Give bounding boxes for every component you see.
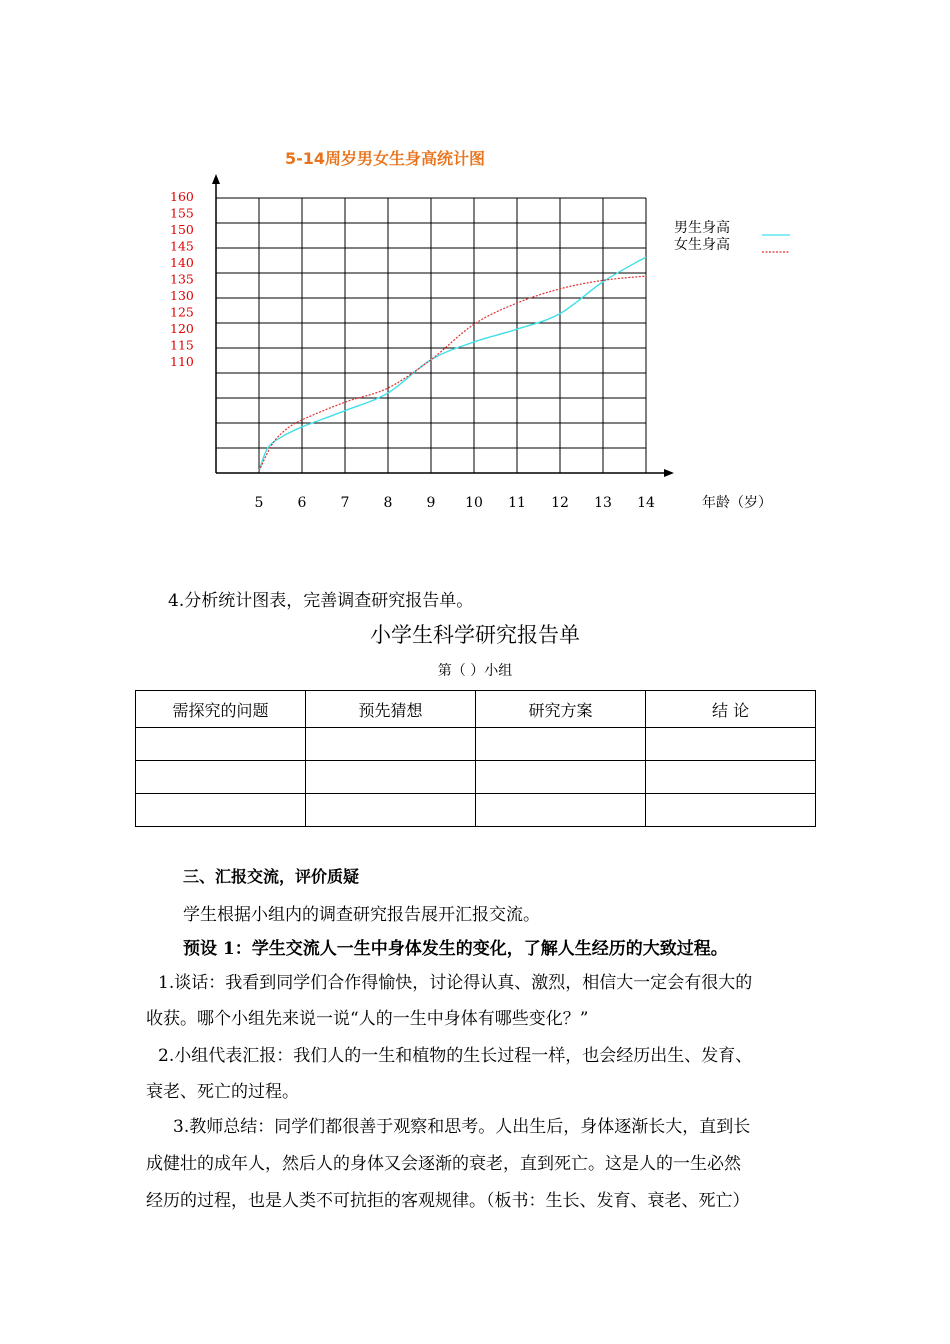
table-cell[interactable]: [646, 794, 816, 827]
y-tick-label: 125: [170, 304, 194, 320]
y-tick-label: 110: [170, 354, 194, 369]
table-cell[interactable]: [136, 761, 306, 794]
y-tick-label: 140: [170, 255, 194, 270]
header-plan: 研究方案: [476, 691, 646, 728]
table-row: [136, 761, 816, 794]
x-tick-label: 14: [637, 495, 655, 511]
table-cell[interactable]: [136, 728, 306, 761]
table-cell[interactable]: [306, 728, 476, 761]
y-tick-label: 150: [170, 222, 194, 237]
table-cell[interactable]: [646, 728, 816, 761]
report-title: 小学生科学研究报告单: [370, 623, 580, 647]
header-question: 需探究的问题: [136, 691, 306, 728]
legend-label: 男生身高: [674, 220, 730, 236]
x-axis-arrow: [664, 469, 674, 477]
paragraph: 收获。哪个小组先来说一说“人的一生中身体有哪些变化？”: [146, 1009, 589, 1029]
y-tick-label: 145: [170, 238, 194, 254]
intro-text: 4.分析统计图表，完善调查研究报告单。: [168, 591, 474, 611]
x-tick-label: 6: [297, 495, 307, 511]
table-cell[interactable]: [646, 761, 816, 794]
paragraph: 1.谈话：我看到同学们合作得愉快，讨论得认真、激烈，相信大一定会有很大的: [158, 973, 753, 993]
header-conclusion: 结 论: [646, 691, 816, 728]
table-row: [136, 728, 816, 761]
y-tick-label: 135: [170, 271, 194, 287]
table-cell[interactable]: [476, 761, 646, 794]
preset-text: 预设 1：学生交流人一生中身体发生的变化，了解人生经历的大致过程。: [183, 939, 728, 959]
x-tick-label: 5: [254, 495, 264, 511]
chart-title: 5-14周岁男女生身高统计图: [285, 149, 486, 168]
y-tick-label: 130: [170, 288, 194, 303]
report-table: [135, 690, 816, 827]
series-line-boys: [259, 257, 646, 471]
table-cell[interactable]: [136, 794, 306, 827]
table-header-row: [136, 691, 816, 728]
legend-label: 女生身高: [674, 237, 730, 253]
x-tick-label: 12: [551, 495, 569, 511]
x-tick-label: 8: [383, 495, 393, 511]
height-chart: [0, 0, 950, 540]
paragraph: 衰老、死亡的过程。: [146, 1082, 299, 1102]
paragraph: 2.小组代表汇报：我们人的一生和植物的生长过程一样，也会经历出生、发育、: [158, 1046, 753, 1066]
table-cell[interactable]: [306, 794, 476, 827]
paragraph: 3.教师总结：同学们都很善于观察和思考。人出生后，身体逐渐长大，直到长: [173, 1117, 751, 1137]
x-tick-label: 7: [340, 495, 350, 511]
report-subtitle: 第（ ）小组: [437, 663, 513, 679]
y-tick-label: 115: [170, 337, 194, 353]
header-guess: 预先猜想: [306, 691, 476, 728]
x-tick-label: 13: [594, 495, 612, 511]
y-tick-label: 120: [170, 321, 194, 336]
y-axis-arrow: [212, 174, 220, 184]
paragraph: 学生根据小组内的调查研究报告展开汇报交流。: [183, 905, 540, 925]
table-row: [136, 794, 816, 827]
x-tick-label: 11: [508, 495, 526, 511]
table-cell[interactable]: [476, 794, 646, 827]
x-tick-label: 10: [465, 495, 483, 511]
paragraph: 成健壮的成年人，然后人的身体又会逐渐的衰老，直到死亡。这是人的一生必然: [146, 1154, 741, 1174]
table-cell[interactable]: [476, 728, 646, 761]
table-cell[interactable]: [306, 761, 476, 794]
y-tick-label: 155: [170, 205, 194, 221]
y-tick-label: 160: [170, 189, 194, 204]
paragraph: 经历的过程，也是人类不可抗拒的客观规律。（板书：生长、发育、衰老、死亡）: [146, 1191, 750, 1211]
section-heading: 三、汇报交流，评价质疑: [183, 867, 360, 886]
x-tick-label: 9: [426, 495, 436, 511]
x-axis-label: 年龄（岁）: [702, 495, 772, 511]
